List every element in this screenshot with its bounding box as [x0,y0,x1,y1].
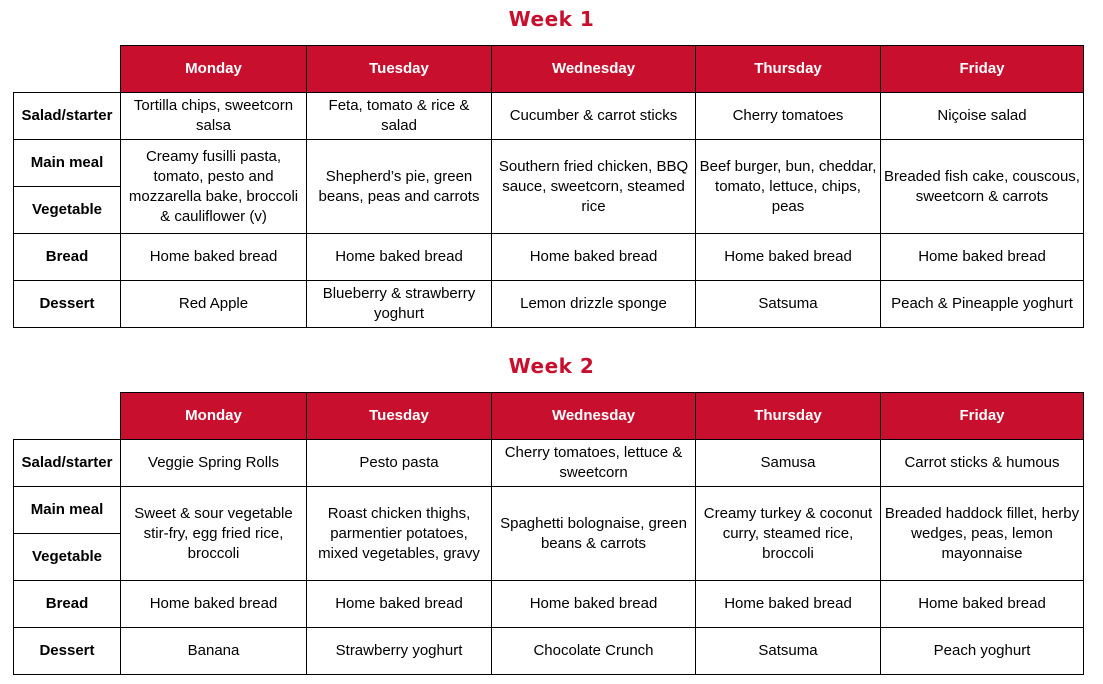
menu-cell: Samusa [696,440,881,487]
row-label-salad: Salad/starter [14,93,121,140]
menu-cell: Beef burger, bun, cheddar, tomato, lettuce, chips, peas [696,140,881,234]
menu-cell: Veggie Spring Rolls [121,440,307,487]
menu-cell: Niçoise salad [881,93,1084,140]
menu-cell: Tortilla chips, sweetcorn salsa [121,93,307,140]
corner-cell [14,46,121,93]
menu-cell: Sweet & sour vegetable stir-fry, egg fried rice, broccoli [121,487,307,581]
day-header-wednesday: Wednesday [492,393,696,440]
menu-cell: Peach yoghurt [881,628,1084,675]
row-label-salad: Salad/starter [14,440,121,487]
week-1-title: Week 1 [508,7,595,31]
menu-cell: Spaghetti bolognaise, green beans & carrots [492,487,696,581]
menu-cell: Feta, tomato & rice & salad [307,93,492,140]
menu-cell: Home baked bread [492,581,696,628]
row-label-dessert: Dessert [14,628,121,675]
menu-cell: Carrot sticks & humous [881,440,1084,487]
menu-cell: Pesto pasta [307,440,492,487]
corner-cell [14,393,121,440]
menu-cell: Roast chicken thighs, parmentier potatoes, mixed vegetables, gravy [307,487,492,581]
menu-cell: Breaded haddock fillet, herby wedges, peas, lemon mayonnaise [881,487,1084,581]
menu-cell: Breaded fish cake, couscous, sweetcorn & carrots [881,140,1084,234]
table-row [14,628,1084,675]
menu-cell: Satsuma [696,281,881,328]
row-label-bread: Bread [14,581,121,628]
menu-cell: Home baked bread [121,234,307,281]
menu-cell: Blueberry & strawberry yoghurt [307,281,492,328]
header-row [14,46,1084,93]
menu-cell: Red Apple [121,281,307,328]
table-row [14,581,1084,628]
header-row [14,393,1084,440]
week-1-menu-table [13,45,1084,328]
menu-cell: Home baked bread [881,581,1084,628]
menu-cell: Home baked bread [121,581,307,628]
table-row [14,440,1084,487]
menu-cell: Banana [121,628,307,675]
menu-cell: Creamy turkey & coconut curry, steamed rice, broccoli [696,487,881,581]
menu-cell: Home baked bread [307,581,492,628]
day-header-tuesday: Tuesday [307,46,492,93]
day-header-monday: Monday [121,393,307,440]
table-row [14,140,1084,187]
menu-cell: Home baked bread [696,581,881,628]
menu-cell: Peach & Pineapple yoghurt [881,281,1084,328]
day-header-friday: Friday [881,393,1084,440]
week-2-title: Week 2 [508,354,595,378]
row-label-vegetable: Vegetable [14,187,121,234]
row-label-bread: Bread [14,234,121,281]
row-label-vegetable: Vegetable [14,534,121,581]
table-row [14,93,1084,140]
menu-cell: Cucumber & carrot sticks [492,93,696,140]
week-2-menu-table [13,392,1084,675]
row-label-dessert: Dessert [14,281,121,328]
menu-cell: Cherry tomatoes, lettuce & sweetcorn [492,440,696,487]
menu-cell: Chocolate Crunch [492,628,696,675]
day-header-thursday: Thursday [696,46,881,93]
table-row [14,234,1084,281]
day-header-friday: Friday [881,46,1084,93]
table-row [14,281,1084,328]
row-label-main-meal: Main meal [14,140,121,187]
menu-cell: Strawberry yoghurt [307,628,492,675]
day-header-tuesday: Tuesday [307,393,492,440]
day-header-wednesday: Wednesday [492,46,696,93]
menu-cell: Home baked bread [492,234,696,281]
menu-cell: Shepherd’s pie, green beans, peas and carrots [307,140,492,234]
menu-cell: Lemon drizzle sponge [492,281,696,328]
day-header-thursday: Thursday [696,393,881,440]
menu-cell: Home baked bread [696,234,881,281]
menu-cell: Creamy fusilli pasta, tomato, pesto and mozzarella bake, broccoli & cauliflower (v) [121,140,307,234]
menu-cell: Southern fried chicken, BBQ sauce, sweetcorn, steamed rice [492,140,696,234]
day-header-monday: Monday [121,46,307,93]
menu-cell: Cherry tomatoes [696,93,881,140]
menu-cell: Satsuma [696,628,881,675]
menu-cell: Home baked bread [881,234,1084,281]
menu-cell: Home baked bread [307,234,492,281]
table-row [14,487,1084,534]
row-label-main-meal: Main meal [14,487,121,534]
